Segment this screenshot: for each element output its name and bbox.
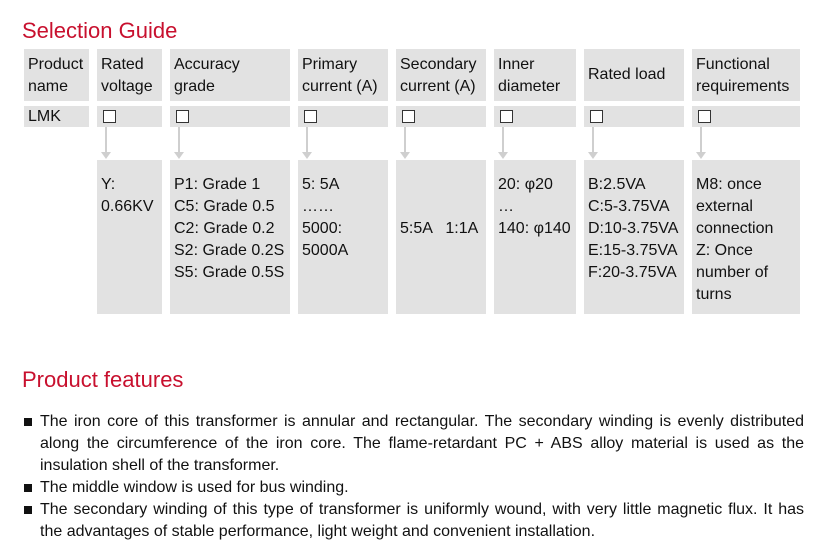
checkbox-icon[interactable] (176, 110, 189, 123)
code-inner-diameter[interactable] (494, 106, 576, 127)
code-product-name (24, 106, 89, 127)
header-accuracy-grade: Accuracy grade (170, 49, 290, 101)
header-rated-load: Rated load (584, 49, 684, 101)
arrow-down-icon (174, 127, 184, 160)
details-functional-requirements: M8: once external connection Z: Once number of turns (692, 160, 800, 314)
arrow-down-icon (696, 127, 706, 160)
arrow-down-icon (588, 127, 598, 160)
details-rated-voltage: Y: 0.66KV (97, 160, 162, 314)
header-functional-requirements: Functional requirements (692, 49, 800, 101)
checkbox-icon[interactable] (590, 110, 603, 123)
checkbox-icon[interactable] (304, 110, 317, 123)
code-rated-voltage[interactable] (97, 106, 162, 127)
features-list (24, 411, 804, 543)
details-accuracy-grade: P1: Grade 1 C5: Grade 0.5 C2: Grade 0.2 S2: Grade 0.2S S5: Grade 0.5S (170, 160, 290, 314)
arrow-down-icon (400, 127, 410, 160)
details-primary-current: 5: 5A …… 5000: 5000A (298, 160, 388, 314)
details-secondary-current: 5:5A 1:1A (396, 160, 486, 314)
details-rated-load: B:2.5VA C:5-3.75VA D:10-3.75VA E:15-3.75VA F:20-3.75VA (584, 160, 684, 314)
code-accuracy-grade[interactable] (170, 106, 290, 127)
checkbox-icon[interactable] (103, 110, 116, 123)
header-primary-current: Primary current (A) (298, 49, 388, 101)
arrow-down-icon (101, 127, 111, 160)
selection-guide-title: Selection Guide (22, 18, 178, 43)
feature-item: The secondary winding of this type of transformer is uniformly wound, with very little magnetic flux. It has the advantages of stable performance, light weight and convenient installation. (24, 499, 804, 543)
checkbox-icon[interactable] (500, 110, 513, 123)
header-inner-diameter: Inner diameter (494, 49, 576, 101)
code-primary-current[interactable] (298, 106, 388, 127)
product-features-title: Product features (22, 367, 184, 392)
product-code: LMK (28, 108, 61, 125)
code-rated-load[interactable] (584, 106, 684, 127)
header-product-name: Product name (24, 49, 89, 101)
feature-item: The middle window is used for bus winding. (24, 477, 804, 499)
arrow-down-icon (498, 127, 508, 160)
code-functional-requirements[interactable] (692, 106, 800, 127)
header-secondary-current: Secondary current (A) (396, 49, 486, 101)
checkbox-icon[interactable] (698, 110, 711, 123)
feature-item: The iron core of this transformer is annular and rectangular. The secondary winding is evenly distributed along the circumference of the iron core. The flame-retardant PC + ABS alloy material is used as the insulation shell of the transformer. (24, 411, 804, 477)
checkbox-icon[interactable] (402, 110, 415, 123)
header-rated-voltage: Rated voltage (97, 49, 162, 101)
details-inner-diameter: 20: φ20 … 140: φ140 (494, 160, 576, 314)
arrow-down-icon (302, 127, 312, 160)
code-secondary-current[interactable] (396, 106, 486, 127)
